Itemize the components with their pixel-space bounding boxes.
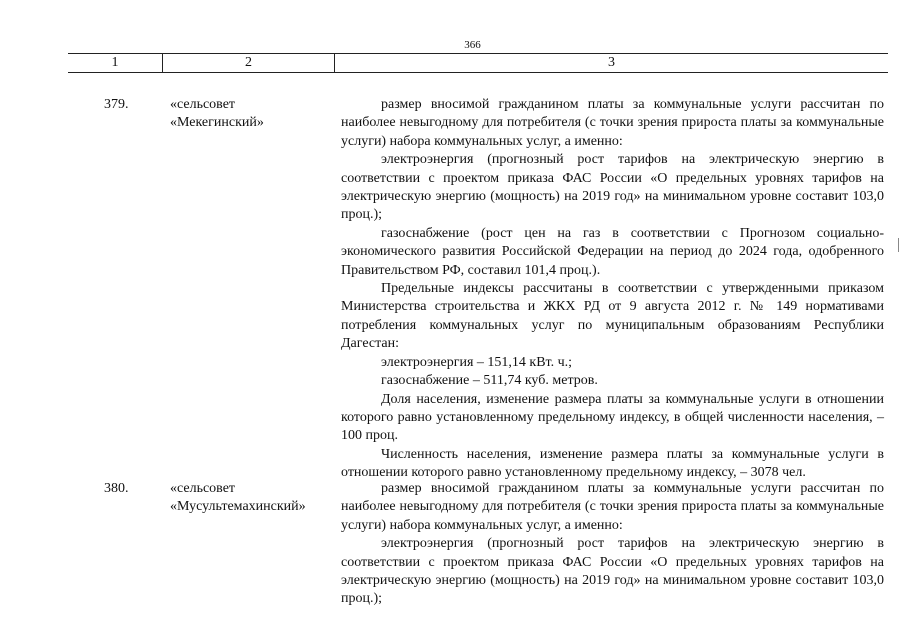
column-header-2: 2 (163, 54, 335, 72)
municipality-name (170, 480, 338, 517)
row-description (341, 480, 884, 609)
page-number: 366 (464, 39, 481, 51)
municipality-name-line: «Мусультемахинский» (170, 499, 306, 515)
row-number: 379. (104, 97, 129, 112)
description-paragraph: электроэнергия (прогнозный рост тарифов на электрическую энергию в соответствии с проектом приказа ФАС России «О предельных уровнях тарифов на электрическую энергию (мощность) на 2019 год» на минимальном уровне составит 103,0 проц.); (341, 536, 884, 607)
municipality-name (170, 96, 338, 133)
description-paragraph: размер вносимой гражданином платы за коммунальные услуги рассчитан по наиболее невыгодному для потребителя (с точки зрения прироста платы за коммунальные услуги) набора коммунальных услуг, а именно: (341, 97, 884, 149)
row-number: 380. (104, 481, 129, 496)
description-paragraph: газоснабжение (рост цен на газ в соответствии с Прогнозом социально-экономического развития Российской Федерации на период до 2024 года, одобренного Правительством РФ, составил 101,4 проц.). (341, 225, 884, 278)
municipality-name-line: «сельсовет (170, 481, 236, 496)
scan-artifact-mark (898, 238, 899, 252)
column-header-1: 1 (68, 54, 163, 72)
description-paragraph: размер вносимой гражданином платы за коммунальные услуги рассчитан по наиболее невыгодному для потребителя (с точки зрения прироста платы за коммунальные услуги) набора коммунальных услуг, а именно: (341, 481, 884, 533)
municipality-name-line: «Мекегинский» (170, 115, 264, 131)
description-paragraph: Доля населения, изменение размера платы за коммунальные услуги в отношении которого равно установленному предельному индексу, в общей численности населения, – 100 проц. (341, 391, 884, 444)
description-list-item: электроэнергия – 151,14 кВт. ч.; (381, 354, 573, 370)
description-paragraph: электроэнергия (прогнозный рост тарифов на электрическую энергию в соответствии с проектом приказа ФАС России «О предельных уровнях тарифов на электрическую энергию (мощность) на 2019 год» на минимальном уровне составит 103,0 проц.); (341, 152, 884, 223)
municipality-name-line: «сельсовет (170, 97, 236, 112)
row-description (341, 96, 884, 483)
description-paragraph: Численность населения, изменение размера платы за коммунальные услуги в отношении которого равно установленному предельному индексу, – 3078 чел. (341, 446, 884, 481)
table-header-row (68, 53, 888, 73)
column-header-3: 3 (608, 55, 615, 70)
description-list-item: газоснабжение – 511,74 куб. метров. (381, 373, 598, 389)
description-paragraph: Предельные индексы рассчитаны в соответствии с утвержденными приказом Министерства строительства и ЖКХ РД от 9 августа 2012 г. № 149 нормативами потребления коммунальных услуг по муниципальным образованиям Республики Дагестан: (341, 281, 884, 352)
